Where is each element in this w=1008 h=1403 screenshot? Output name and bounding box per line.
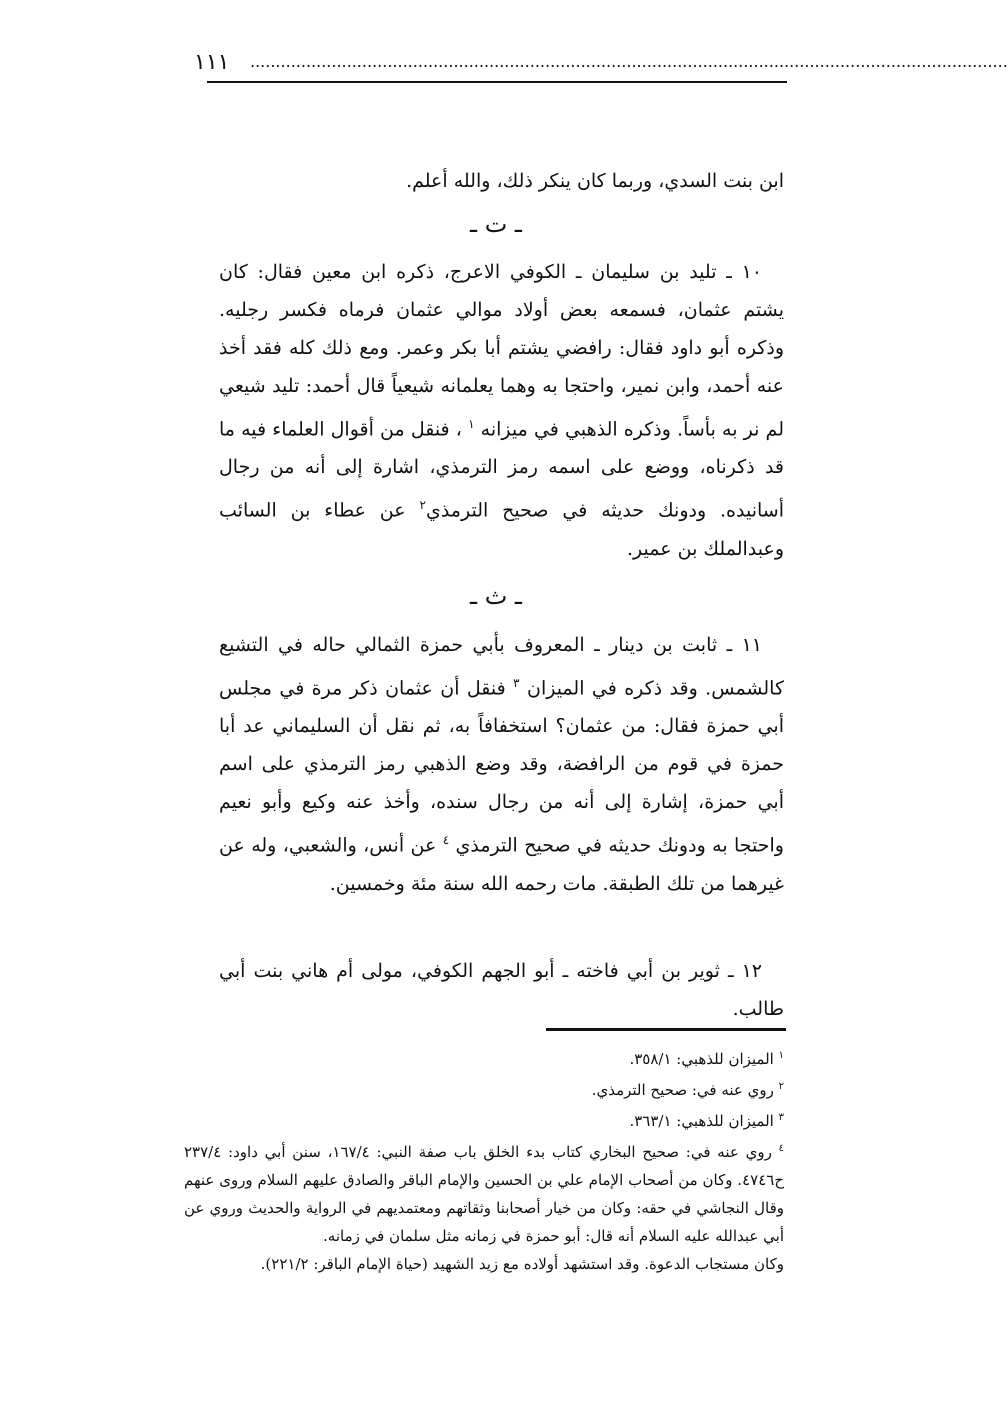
header-dotted-line: ..................................................................................................................................................... [250,52,1008,71]
section-heading-ta: ـ ت ـ [470,210,522,238]
footnote-4-continued [184,1250,784,1278]
footnote-ref-3: ٣ [513,676,520,690]
section-heading-tha: ـ ث ـ [470,582,522,610]
entry-11 [219,626,784,903]
header-rule [207,81,787,83]
footnote-ref-2: ٢ [419,498,426,513]
footnote-mark: ٣ [778,1112,784,1123]
entry-10 [219,253,784,568]
footnote-2 [184,1073,784,1104]
footnote-text: الميزان للذهبي: ٣٦٣/١. [629,1112,774,1130]
footnote-text: روي عنه في: صحيح الترمذي. [591,1081,774,1099]
entry-10-text-c: عن عطاء بن السائب وعبدالملك بن عمير. [219,499,784,560]
footnote-4 [184,1135,784,1250]
footnotes [184,1042,784,1278]
entry-10-text-b: ، فنقل من أقوال العلماء فيه ما قد ذكرناه، ووضع على اسمه رمز الترمذي، اشارة إلى أنه من رجال أسانيده. ودونك حديثه في صحيح الترمذي [219,418,784,522]
footnote-text: روي عنه في: صحيح البخاري كتاب بدء الخلق باب صفة النبي: ١٦٧/٤، سنن أبي داود: ٢٣٧/٤ ح٤٧٤٦. وكان من أصحاب الإمام علي بن الحسين والإمام الباقر والصادق عليهم السلام وروى عنهم وقال النجاشي في حقه: وكان من خيار أصحابنا وثقاتهم ومعتمديهم في الرواية والحديث وروي عن أبي عبدالله عليه السلام أنه قال: أبو حمزة في زمانه مثل سلمان في زمانه. [184,1143,784,1245]
entry-11-text-c: عن أنس، والشعبي، وله عن غيرهما من تلك الطبقة. مات رحمه الله سنة مئة وخمسين. [219,834,784,895]
footnote-text: الميزان للذهبي: ٣٥٨/١. [629,1050,774,1068]
body-line-continuation [219,162,784,200]
footnote-mark: ١ [778,1050,784,1061]
page-number: ١١١ [194,50,230,75]
footnote-ref-1: ١ [468,417,475,431]
entry-11-text: ١١ ـ ثابت بن دينار ـ المعروف بأبي حمزة الثمالي حاله في التشيع كالشمس. وقد ذكره في الميزان [219,634,784,700]
entry-11-text-b: فنقل أن عثمان ذكر مرة في مجلس أبي حمزة فقال: من عثمان؟ استخفافاً به، ثم نقل أن السليماني عد أبا حمزة في قوم من الرافضة، وقد وضع الذهبي رمز الترمذي على اسم أبي حمزة، إشارة إلى أنه من رجال سنده، وأخذ عنه وكيع وأبو نعيم واحتجا به ودونك حديثه في صحيح الترمذي [219,677,784,857]
footnote-1 [184,1042,784,1073]
continuation-line: ابن بنت السدي، وربما كان ينكر ذلك، والله أعلم. [406,170,784,192]
footnote-ref-4: ٤ [442,833,450,848]
footnote-mark: ٤ [778,1143,784,1154]
entry-10-text: ١٠ ـ تليد بن سليمان ـ الكوفي الاعرج، ذكره ابن معين فقال: كان يشتم عثمان، فسمعه بعض أولاد موالي عثمان فرماه فكسر رجليه. وذكره أبو داود فقال: رافضي يشتم أبا بكر وعمر. ومع ذلك كله فقد أخذ عنه أحمد، وابن نمير، واحتجا به وهما يعلمانه شيعياً قال أحمد: تليد شيعي لم نر به بأساً. وذكره الذهبي في ميزانه [219,261,784,441]
footnote-3 [184,1104,784,1135]
entry-12 [219,952,784,1028]
footnote-mark: ٢ [778,1081,784,1092]
footnote-separator [546,1028,786,1031]
footnote-text: وكان مستجاب الدعوة. وقد استشهد أولاده مع زيد الشهيد (حياة الإمام الباقر: ٢٢١/٢). [260,1255,784,1273]
entry-12-text: ١٢ ـ ثوير بن أبي فاخته ـ أبو الجهم الكوفي، مولى أم هاني بنت أبي طالب. [219,960,784,1020]
